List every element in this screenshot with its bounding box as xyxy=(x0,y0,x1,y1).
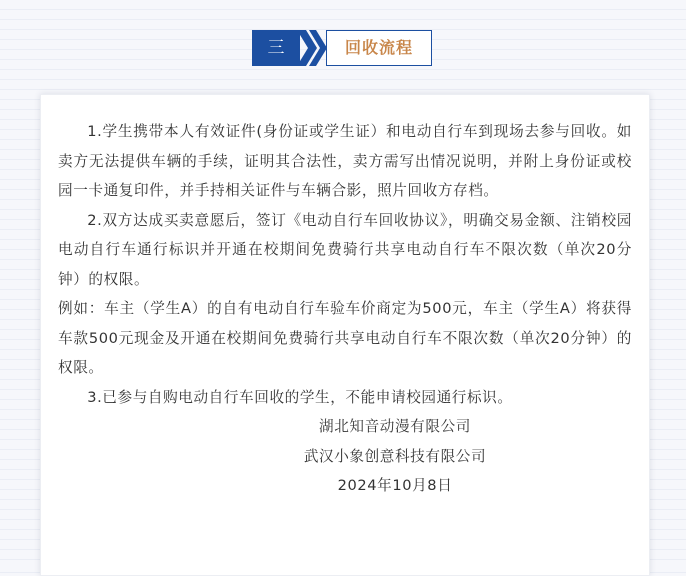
section-header xyxy=(252,30,432,66)
paragraph-example: 例如：车主（学生A）的自有电动自行车验车价商定为500元，车主（学生A）将获得车款500元现金及开通在校期间免费骑行共享电动自行车不限次数（单次20分钟）的权限。 xyxy=(58,300,632,376)
signature-company-2: 武汉小象创意科技有限公司 xyxy=(303,447,487,465)
content-body xyxy=(58,117,632,501)
paragraph-step-2: 2.双方达成买卖意愿后，签订《电动自行车回收协议》，明确交易金额、注销校园电动自行车通行标识并开通在校期间免费骑行共享电动自行车不限次数（单次20分钟）的权限。 xyxy=(58,211,632,288)
section-number: 三 xyxy=(252,30,300,66)
signature-date: 2024年10月8日 xyxy=(337,477,453,494)
section-title: 回收流程 xyxy=(326,30,432,66)
signature-company-1: 湖北知音动漫有限公司 xyxy=(319,418,471,435)
paragraph-step-1: 1.学生携带本人有效证件(身份证或学生证）和电动自行车到现场去参与回收。如卖方无法提供车辆的手续，证明其合法性，卖方需写出情况说明，并附上身份证或校园一卡通复印件，并手持相关证件与车辆合影，照片回收方存档。 xyxy=(58,123,632,199)
paragraph-step-3: 3.已参与自购电动自行车回收的学生，不能申请校园通行标识。 xyxy=(87,388,513,406)
content-card xyxy=(40,94,650,576)
